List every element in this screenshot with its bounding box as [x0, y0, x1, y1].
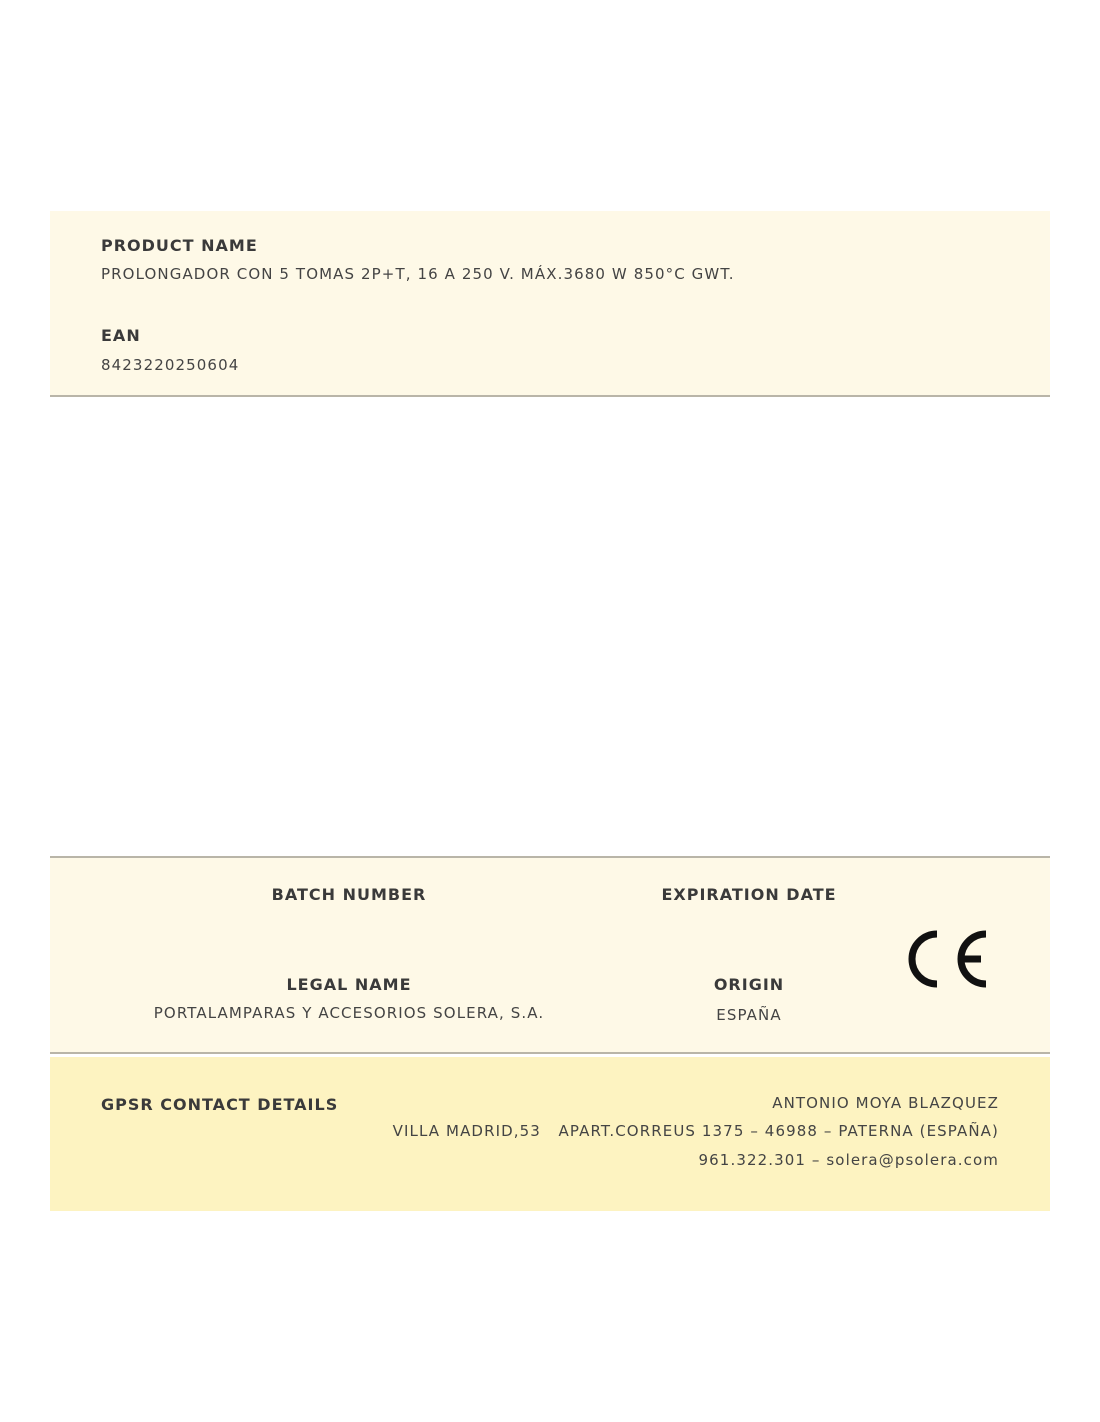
ce-mark-icon — [907, 928, 991, 990]
legal-name-label: LEGAL NAME — [286, 975, 412, 994]
ean-label: EAN — [101, 326, 141, 345]
contact-name: ANTONIO MOYA BLAZQUEZ — [772, 1094, 999, 1112]
origin-value: ESPAÑA — [716, 1006, 782, 1024]
product-name-value: PROLONGADOR CON 5 TOMAS 2P+T, 16 A 250 V. MÁX.3680 W 850°C GWT. — [101, 265, 735, 283]
batch-number-label: BATCH NUMBER — [271, 885, 427, 904]
product-panel — [50, 211, 1050, 397]
legal-name-value: PORTALAMPARAS Y ACCESORIOS SOLERA, S.A. — [153, 1004, 545, 1022]
product-name-label: PRODUCT NAME — [101, 236, 258, 255]
expiration-date-label: EXPIRATION DATE — [661, 885, 837, 904]
gpsr-contact-label: GPSR CONTACT DETAILS — [101, 1095, 339, 1114]
product-meta-panel — [50, 856, 1050, 1054]
ean-value: 8423220250604 — [101, 356, 240, 374]
origin-label: ORIGIN — [713, 975, 785, 994]
contact-address: VILLA MADRID,53 APART.CORREUS 1375 – 46988 – PATERNA (ESPAÑA) — [392, 1122, 999, 1140]
contact-phone-email: 961.322.301 – solera@psolera.com — [698, 1151, 999, 1169]
gpsr-contact-panel — [50, 1057, 1050, 1211]
